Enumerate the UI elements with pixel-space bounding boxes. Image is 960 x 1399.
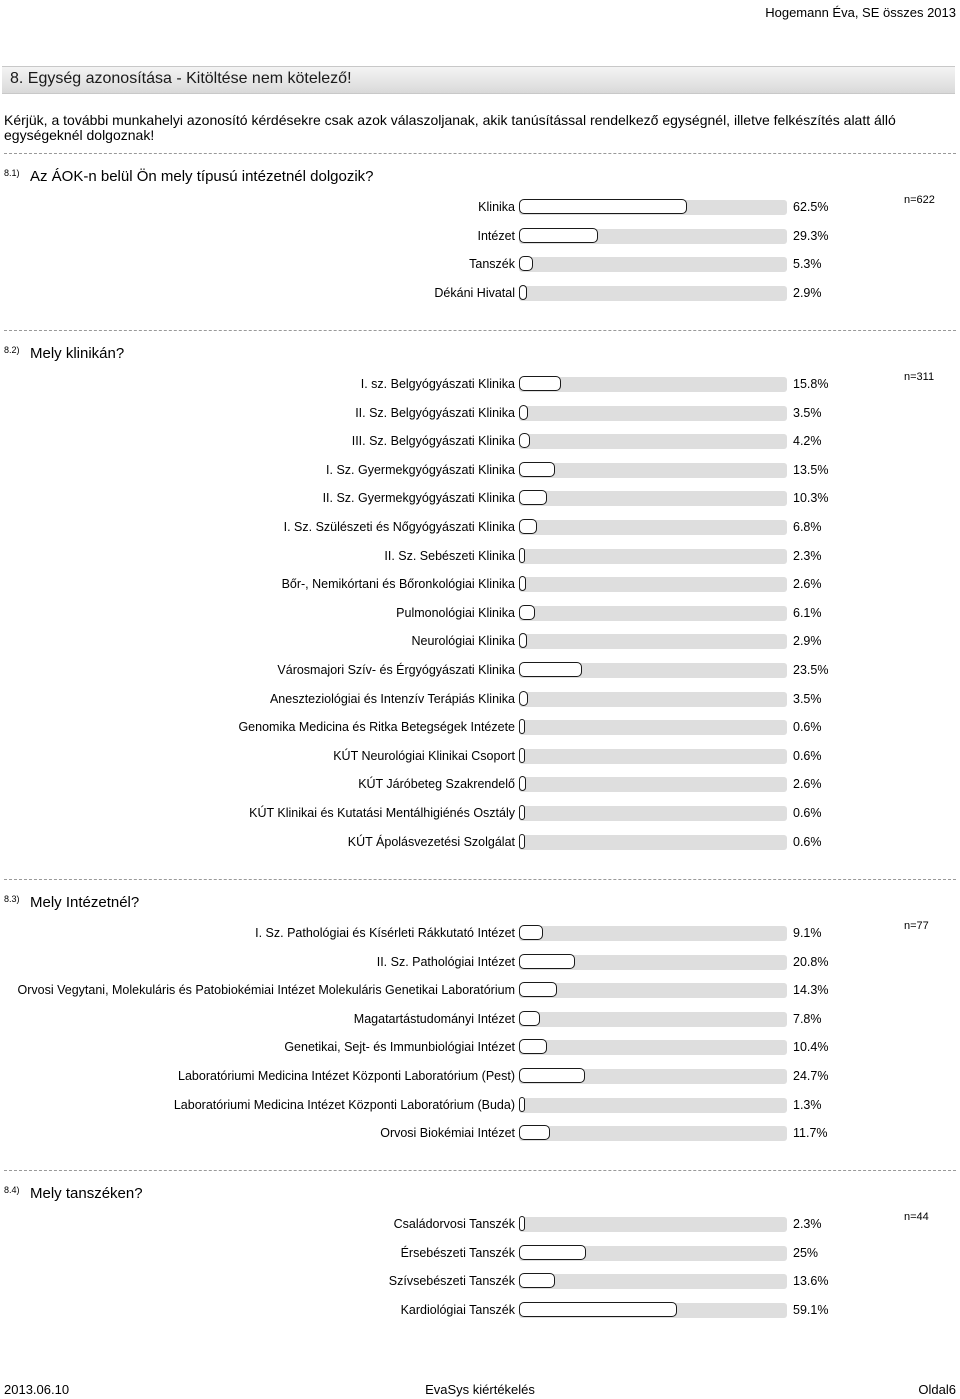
- category-label: Aneszteziológiai és Intenzív Terápiás Klinika: [269, 691, 515, 706]
- category-label: Szívsebészeti Tanszék: [388, 1274, 515, 1289]
- chart-row: [0, 690, 960, 710]
- value-label: 0.6%: [793, 720, 822, 735]
- value-label: 24.7%: [793, 1069, 829, 1083]
- bar-track: [519, 835, 787, 850]
- bar: [519, 1216, 525, 1231]
- bar: [519, 285, 527, 300]
- category-label: II. Sz. Sebészeti Klinika: [384, 548, 515, 563]
- bar: [519, 1273, 555, 1288]
- chart-row: [0, 718, 960, 738]
- category-label: Klinika: [478, 200, 515, 214]
- question-number: 8.4): [4, 1185, 20, 1195]
- category-label: Bőr-, Nemikórtani és Bőronkológiai Klinika: [281, 577, 515, 592]
- chart-row: [0, 461, 960, 481]
- value-label: 5.3%: [793, 257, 822, 272]
- value-label: 0.6%: [793, 748, 822, 763]
- category-label: Orvosi Vegytani, Molekuláris és Patobiokémiai Intézet Molekuláris Genetikai Laboratórium: [17, 983, 515, 998]
- bar-track: [519, 434, 787, 449]
- value-label: 15.8%: [793, 377, 829, 391]
- bar-track: [519, 634, 787, 649]
- chart-row: [0, 375, 960, 395]
- bar-track: [519, 257, 787, 272]
- value-label: 13.6%: [793, 1274, 829, 1289]
- bar-track: [519, 549, 787, 564]
- bar: [519, 633, 527, 648]
- chart-row: [0, 518, 960, 538]
- value-label: 20.8%: [793, 954, 829, 969]
- bar: [519, 1097, 525, 1112]
- category-label: III. Sz. Belgyógyászati Klinika: [351, 434, 515, 449]
- chart-row: [0, 1038, 960, 1058]
- bar-track: [519, 577, 787, 592]
- category-label: Tanszék: [469, 257, 515, 272]
- footer-center: EvaSys kiértékelés: [425, 1382, 535, 1397]
- bar: [519, 228, 598, 243]
- bar-track: [519, 692, 787, 707]
- category-label: Magatartástudományi Intézet: [353, 1011, 515, 1026]
- bar-track: [519, 1040, 787, 1055]
- category-label: Dékáni Hivatal: [434, 285, 515, 300]
- category-label: II. Sz. Gyermekgyógyászati Klinika: [322, 491, 515, 506]
- response-count: n=311: [904, 371, 935, 383]
- category-label: KÚT Klinikai és Kutatási Mentálhigiénés Osztály: [249, 806, 515, 820]
- section-title: 8. Egység azonosítása - Kitöltése nem kötelező!: [10, 70, 352, 87]
- bar: [519, 1125, 550, 1140]
- bar: [519, 1011, 540, 1026]
- category-label: Intézet: [477, 228, 515, 243]
- value-label: 0.6%: [793, 834, 822, 849]
- question-title: Az ÁOK-n belül Ön mely típusú intézetnél dolgozik?: [30, 168, 374, 185]
- category-label: Városmajori Szív- és Érgyógyászati Klinika: [277, 663, 515, 677]
- chart-row: [0, 547, 960, 567]
- section-banner: [2, 66, 955, 94]
- bar: [519, 405, 528, 420]
- chart-row: [0, 604, 960, 624]
- chart-row: [0, 1096, 960, 1116]
- question-number: 8.1): [4, 168, 20, 178]
- bar: [519, 1302, 677, 1317]
- chart-row: [0, 632, 960, 652]
- bar-track: [519, 1098, 787, 1113]
- intro-text: Kérjük, a további munkahelyi azonosító kérdésekre csak azok válaszoljanak, akik tanúsítással rendelkező egységnél, illetve felkészítés alatt álló egységeknél dolgoznak!: [4, 112, 896, 143]
- chart-row: [0, 924, 960, 944]
- chart-row: [0, 432, 960, 452]
- bar: [519, 462, 555, 477]
- chart-row: [0, 981, 960, 1001]
- category-label: Pulmonológiai Klinika: [396, 605, 515, 620]
- bar: [519, 982, 557, 997]
- question-title: Mely klinikán?: [30, 345, 125, 362]
- value-label: 10.4%: [793, 1040, 829, 1055]
- response-count: n=44: [904, 1211, 929, 1223]
- chart-row: [0, 747, 960, 767]
- value-label: 23.5%: [793, 663, 829, 677]
- footer-page: Oldal6: [918, 1382, 956, 1397]
- bar: [519, 834, 525, 849]
- category-label: Laboratóriumi Medicina Intézet Központi Laboratórium (Buda): [173, 1097, 515, 1112]
- chart-row: [0, 1244, 960, 1264]
- category-label: Családorvosi Tanszék: [393, 1217, 515, 1231]
- bar: [519, 691, 528, 706]
- bar: [519, 776, 526, 791]
- bar-track: [519, 806, 787, 821]
- bar: [519, 576, 526, 591]
- bar: [519, 748, 525, 763]
- bar-track: [519, 926, 787, 941]
- value-label: 14.3%: [793, 983, 829, 998]
- value-label: 2.6%: [793, 577, 822, 592]
- category-label: Neurológiai Klinika: [411, 634, 515, 649]
- chart-row: [0, 775, 960, 795]
- bar-track: [519, 606, 787, 621]
- category-label: II. Sz. Pathológiai Intézet: [376, 954, 515, 969]
- response-count: n=622: [904, 194, 935, 206]
- category-label: Genetikai, Sejt- és Immunbiológiai Intézet: [284, 1040, 515, 1055]
- divider: [4, 153, 956, 154]
- bar: [519, 954, 575, 969]
- value-label: 7.8%: [793, 1011, 822, 1026]
- category-label: Laboratóriumi Medicina Intézet Központi Laboratórium (Pest): [178, 1069, 515, 1083]
- value-label: 9.1%: [793, 926, 822, 940]
- bar-track: [519, 749, 787, 764]
- chart-row: [0, 227, 960, 247]
- bar-track: [519, 286, 787, 301]
- value-label: 59.1%: [793, 1302, 829, 1317]
- bar: [519, 1039, 547, 1054]
- bar-track: [519, 463, 787, 478]
- bar: [519, 433, 530, 448]
- bar-track: [519, 777, 787, 792]
- chart-row: [0, 198, 960, 218]
- chart-row: [0, 953, 960, 973]
- category-label: I. Sz. Szülészeti és Nőgyógyászati Klinika: [283, 520, 515, 534]
- value-label: 0.6%: [793, 806, 822, 820]
- bar: [519, 1068, 585, 1083]
- category-label: KÚT Ápolásvezetési Szolgálat: [347, 834, 515, 849]
- chart-row: [0, 404, 960, 424]
- value-label: 25%: [793, 1245, 819, 1260]
- value-label: 6.1%: [793, 605, 822, 620]
- value-label: 2.9%: [793, 285, 822, 300]
- bar: [519, 548, 525, 563]
- divider: [4, 879, 956, 880]
- chart-row: [0, 489, 960, 509]
- bar: [519, 256, 533, 271]
- category-label: Kardiológiai Tanszék: [400, 1302, 515, 1317]
- category-label: I. sz. Belgyógyászati Klinika: [360, 377, 515, 391]
- category-label: Érsebészeti Tanszék: [400, 1245, 515, 1260]
- value-label: 2.3%: [793, 1217, 822, 1231]
- chart-row: [0, 284, 960, 304]
- chart-row: [0, 255, 960, 275]
- chart-row: [0, 1272, 960, 1292]
- category-label: I. Sz. Pathológiai és Kísérleti Rákkutató Intézet: [255, 926, 515, 940]
- bar: [519, 605, 535, 620]
- response-count: n=77: [904, 920, 929, 932]
- category-label: KÚT Járóbeteg Szakrendelő: [358, 777, 515, 792]
- category-label: Orvosi Biokémiai Intézet: [380, 1126, 515, 1141]
- footer-date: 2013.06.10: [4, 1382, 70, 1397]
- category-label: KÚT Neurológiai Klinikai Csoport: [333, 748, 515, 763]
- question-title: Mely Intézetnél?: [30, 894, 140, 911]
- value-label: 62.5%: [793, 200, 829, 214]
- value-label: 3.5%: [793, 405, 822, 420]
- chart-row: [0, 575, 960, 595]
- bar: [519, 519, 537, 534]
- divider: [4, 1170, 956, 1171]
- bar-track: [519, 1274, 787, 1289]
- question-number: 8.3): [4, 894, 20, 904]
- bar-track: [519, 406, 787, 421]
- chart-row: [0, 661, 960, 681]
- bar-track: [519, 491, 787, 506]
- value-label: 4.2%: [793, 434, 822, 449]
- bar-track: [519, 1126, 787, 1141]
- chart-row: [0, 1124, 960, 1144]
- bar-track: [519, 520, 787, 535]
- bar-track: [519, 1012, 787, 1027]
- value-label: 29.3%: [793, 228, 829, 243]
- value-label: 6.8%: [793, 520, 822, 534]
- bar: [519, 925, 543, 940]
- value-label: 11.7%: [793, 1126, 828, 1141]
- bar: [519, 805, 525, 820]
- bar: [519, 199, 687, 214]
- divider: [4, 330, 956, 331]
- bar-track: [519, 720, 787, 735]
- category-label: I. Sz. Gyermekgyógyászati Klinika: [326, 462, 515, 477]
- question-number: 8.2): [4, 345, 20, 355]
- bar: [519, 662, 582, 677]
- value-label: 2.9%: [793, 634, 822, 649]
- chart-row: [0, 1067, 960, 1087]
- bar: [519, 1245, 586, 1260]
- chart-row: [0, 1010, 960, 1030]
- value-label: 3.5%: [793, 691, 822, 706]
- bar: [519, 490, 547, 505]
- bar: [519, 376, 561, 391]
- category-label: Genomika Medicina és Ritka Betegségek Intézete: [238, 720, 515, 735]
- value-label: 13.5%: [793, 462, 829, 477]
- value-label: 10.3%: [793, 491, 829, 506]
- bar-track: [519, 983, 787, 998]
- header-title: Hogemann Éva, SE összes 2013: [765, 5, 956, 20]
- bar-track: [519, 1217, 787, 1232]
- chart-row: [0, 833, 960, 853]
- value-label: 2.3%: [793, 548, 822, 563]
- category-label: II. Sz. Belgyógyászati Klinika: [355, 405, 515, 420]
- chart-row: [0, 1215, 960, 1235]
- question-title: Mely tanszéken?: [30, 1185, 143, 1202]
- value-label: 2.6%: [793, 777, 822, 792]
- chart-row: [0, 804, 960, 824]
- bar: [519, 719, 525, 734]
- value-label: 1.3%: [793, 1097, 822, 1112]
- chart-row: [0, 1301, 960, 1321]
